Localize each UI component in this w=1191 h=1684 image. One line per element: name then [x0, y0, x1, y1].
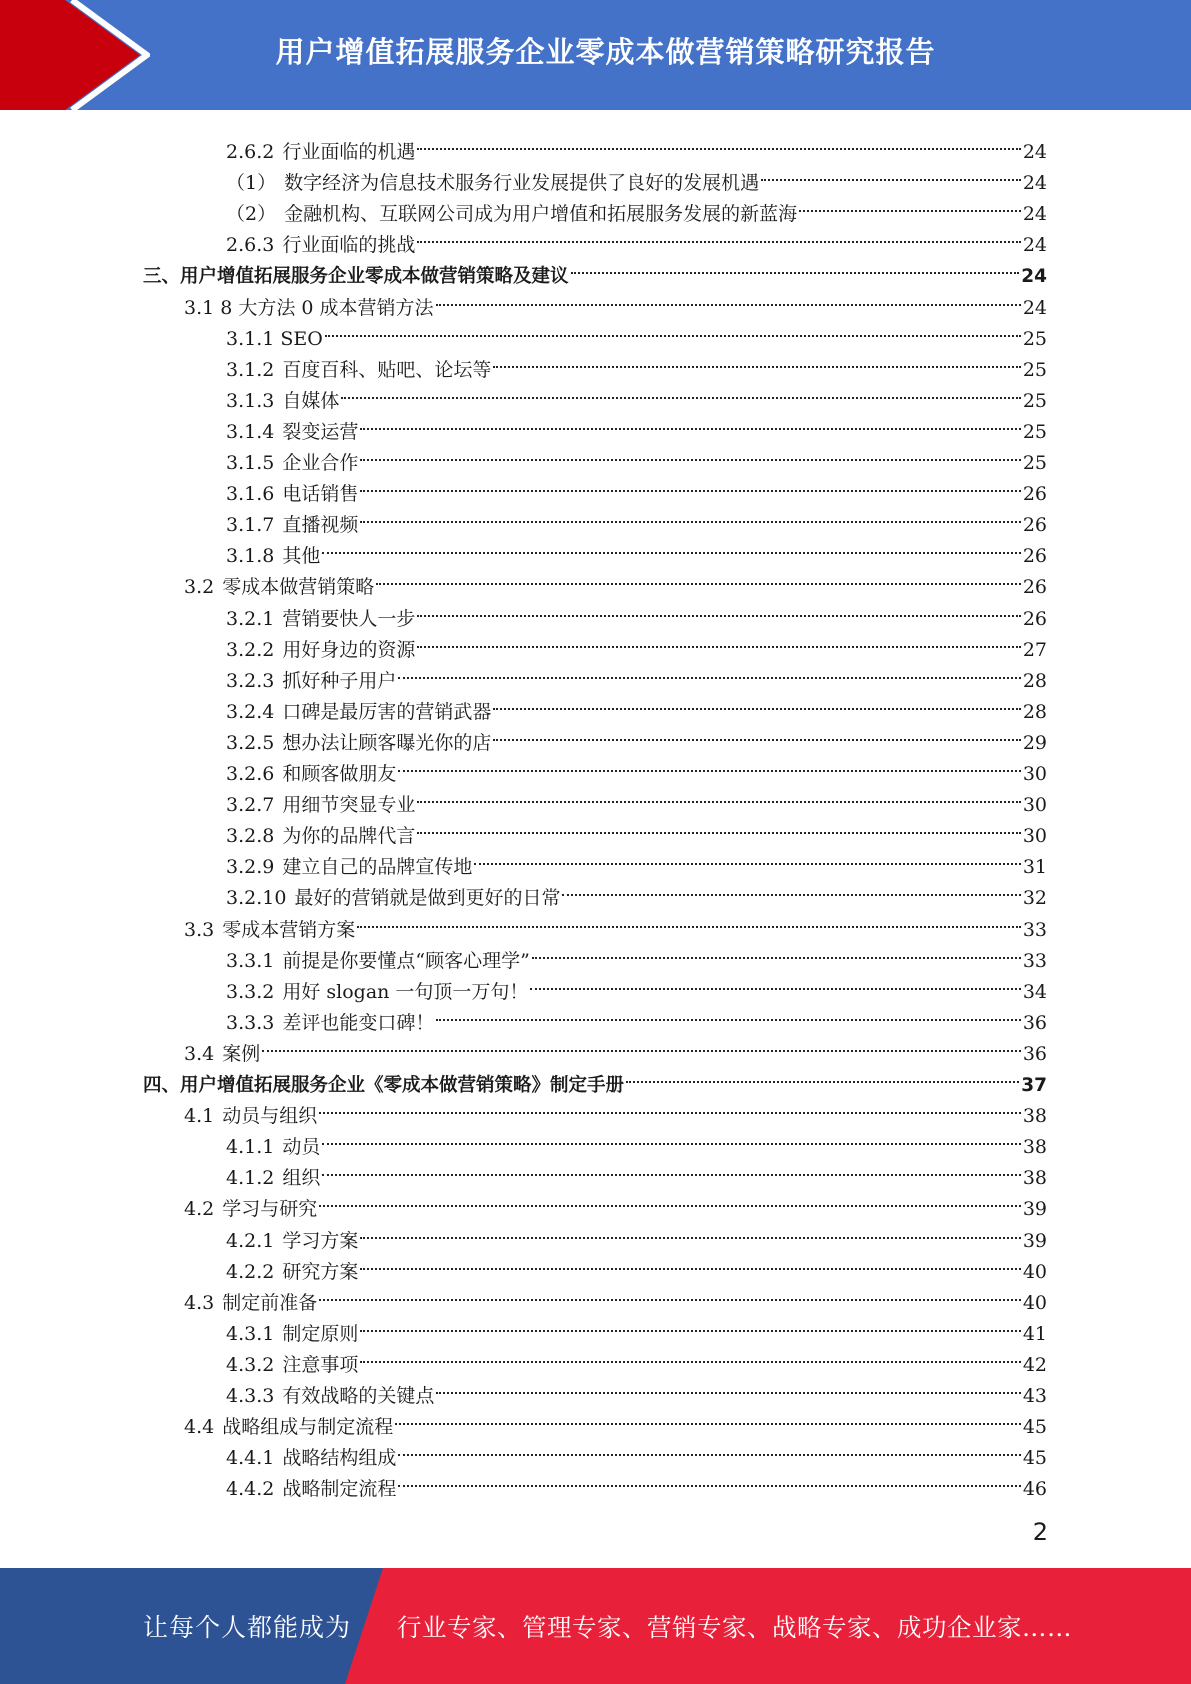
toc-dot-leader [398, 656, 1020, 687]
toc-entry-title: 研究方案 [282, 1261, 359, 1283]
toc-entry-number: 3.1.4 [226, 421, 275, 443]
toc-entry-number: 4.2.2 [226, 1261, 275, 1283]
toc-entry-title: 战略组成与制定流程 [222, 1416, 394, 1438]
toc-entry-page: 42 [1022, 1354, 1047, 1376]
toc-entry-title: 为你的品牌代言 [282, 825, 416, 847]
toc-dot-leader [360, 469, 1020, 500]
toc-entry-number: 4.1.1 [226, 1136, 275, 1158]
toc-entry-title: 制定原则 [282, 1323, 359, 1345]
toc-dot-leader [376, 562, 1021, 593]
toc-entry-page: 26 [1022, 545, 1047, 567]
toc-entry[interactable] [226, 407, 1047, 443]
toc-entry[interactable] [226, 158, 1047, 194]
toc-entry-number: 4.4 [184, 1416, 215, 1438]
toc-entry-page: 24 [1022, 203, 1047, 225]
toc-dot-leader [322, 1122, 1020, 1153]
toc-entry-title: 3.1 8 大方法 0 成本营销方法 [184, 297, 434, 319]
toc-entry[interactable] [184, 1402, 1047, 1438]
toc-entry-page: 24 [1022, 234, 1047, 256]
toc-entry-page: 38 [1022, 1105, 1047, 1127]
toc-dot-leader [761, 158, 1021, 189]
toc-entry-title: 百度百科、贴吧、论坛等 [282, 359, 492, 381]
toc-dot-leader [474, 842, 1020, 873]
toc-entry-title: 其他 [282, 545, 321, 567]
toc-entry[interactable] [226, 811, 1047, 847]
toc-entry-page: 30 [1022, 825, 1047, 847]
toc-entry-page: 41 [1022, 1323, 1047, 1345]
toc-entry-page: 40 [1022, 1261, 1047, 1283]
toc-dot-leader [562, 873, 1020, 904]
toc-entry[interactable] [226, 936, 1047, 972]
toc-entry-number: 3.3.1 [226, 950, 275, 972]
toc-entry-title: 四、用户增值拓展服务企业《零成本做营销策略》制定手册 [143, 1075, 625, 1096]
toc-entry[interactable] [226, 500, 1047, 536]
toc-entry-page: 25 [1022, 421, 1047, 443]
toc-entry[interactable] [226, 1247, 1047, 1283]
toc-entry-title: 有效战略的关键点 [282, 1385, 435, 1407]
toc-entry-number: 4.4.1 [226, 1447, 275, 1469]
toc-entry-page: 40 [1022, 1292, 1047, 1314]
report-title: 用户增值拓展服务企业零成本做营销策略研究报告 [275, 34, 936, 69]
toc-entry-title: 案例 [222, 1043, 261, 1065]
toc-entry-number: 4.3.3 [226, 1385, 275, 1407]
toc-entry-title: 裂变运营 [282, 421, 359, 443]
toc-entry-page: 38 [1022, 1136, 1047, 1158]
toc-entry-page: 28 [1022, 701, 1047, 723]
toc-entry-page: 25 [1022, 452, 1047, 474]
toc-entry-number: 3.3.2 [226, 981, 275, 1003]
toc-entry[interactable] [226, 314, 1047, 350]
toc-entry-number: 4.4.2 [226, 1478, 275, 1500]
toc-entry-number: 3.2.3 [226, 670, 275, 692]
toc-entry-page: 43 [1022, 1385, 1047, 1407]
toc-entry[interactable] [226, 531, 1047, 567]
toc-entry[interactable] [226, 1340, 1047, 1376]
toc-entry-number: 3.4 [184, 1043, 215, 1065]
toc-dot-leader [436, 283, 1021, 314]
toc-entry-page: 24 [1021, 266, 1047, 287]
toc-entry-number: 3.2.9 [226, 856, 275, 878]
toc-dot-leader [322, 531, 1020, 562]
toc-entry-number: 4.3 [184, 1292, 215, 1314]
toc-entry-title: 差评也能变口碑！ [282, 1012, 435, 1034]
toc-entry[interactable] [226, 127, 1047, 163]
toc-entry-page: 37 [1021, 1075, 1047, 1096]
toc-entry[interactable] [226, 469, 1047, 505]
toc-entry-number: 3.2.8 [226, 825, 275, 847]
toc-entry[interactable] [226, 376, 1047, 412]
toc-entry[interactable] [143, 1060, 1047, 1096]
toc-entry-title: 制定前准备 [222, 1292, 318, 1314]
toc-entry-number: 3.1.6 [226, 483, 275, 505]
toc-entry-number: （1） [226, 172, 277, 194]
toc-dot-leader [417, 220, 1020, 251]
toc-entry-page: 26 [1022, 483, 1047, 505]
toc-entry[interactable] [226, 1464, 1047, 1500]
toc-dot-leader [360, 438, 1020, 469]
toc-dot-leader [360, 500, 1020, 531]
toc-dot-leader [398, 749, 1020, 780]
toc-entry[interactable] [226, 1153, 1047, 1189]
toc-entry-page: 24 [1022, 297, 1047, 319]
toc-entry[interactable] [226, 656, 1047, 692]
toc-entry-number: 4.1.2 [226, 1167, 275, 1189]
toc-dot-leader [417, 811, 1020, 842]
toc-entry-page: 45 [1022, 1447, 1047, 1469]
toc-dot-leader [360, 407, 1020, 438]
page-header [0, 0, 1191, 110]
toc-entry[interactable] [226, 220, 1047, 256]
toc-entry-number: 3.1.8 [226, 545, 275, 567]
toc-entry[interactable] [226, 1433, 1047, 1469]
toc-dot-leader [360, 1216, 1020, 1247]
toc-entry-title: 用细节突显专业 [282, 794, 416, 816]
toc-dot-leader [417, 594, 1020, 625]
toc-entry-number: 3.2.7 [226, 794, 275, 816]
toc-entry[interactable] [226, 873, 1047, 909]
toc-entry[interactable] [226, 749, 1047, 785]
toc-dot-leader [395, 1402, 1021, 1433]
footer-slogan-right: 行业专家、管理专家、营销专家、战略专家、成功企业家…… [397, 1612, 1072, 1642]
toc-dot-leader [322, 1153, 1020, 1184]
toc-entry-page: 24 [1022, 172, 1047, 194]
toc-entry[interactable] [226, 842, 1047, 878]
toc-entry-title: 直播视频 [282, 514, 359, 536]
toc-entry-title: 前提是你要懂点“顾客心理学” [282, 950, 530, 972]
toc-entry-number: 2.6.3 [226, 234, 275, 256]
toc-entry-title: 用好身边的资源 [282, 639, 416, 661]
toc-entry-number: 4.1 [184, 1105, 215, 1127]
toc-entry[interactable] [226, 967, 1047, 1003]
toc-entry-title: 动员与组织 [222, 1105, 318, 1127]
toc-entry-title: 战略结构组成 [282, 1447, 397, 1469]
toc-dot-leader [626, 1060, 1019, 1091]
toc-entry-title: 建立自己的品牌宣传地 [282, 856, 473, 878]
toc-entry-page: 34 [1022, 981, 1047, 1003]
toc-entry-page: 24 [1022, 141, 1047, 163]
toc-entry-page: 26 [1022, 576, 1047, 598]
toc-entry[interactable] [226, 594, 1047, 630]
toc-dot-leader [799, 189, 1021, 220]
toc-entry-title: 行业面临的挑战 [282, 234, 416, 256]
toc-entry-title: 金融机构、互联网公司成为用户增值和拓展服务发展的新蓝海 [284, 203, 798, 225]
toc-entry-title: 企业合作 [282, 452, 359, 474]
toc-entry[interactable] [226, 345, 1047, 381]
toc-dot-leader [319, 1184, 1021, 1215]
toc-entry-number: 4.2.1 [226, 1230, 275, 1252]
toc-dot-leader [398, 1433, 1020, 1464]
toc-entry-page: 30 [1022, 763, 1047, 785]
toc-entry-number: 3.2.10 [226, 887, 287, 909]
toc-entry-title: 行业面临的机遇 [282, 141, 416, 163]
toc-dot-leader [530, 967, 1020, 998]
toc-entry[interactable] [226, 1216, 1047, 1252]
toc-entry[interactable] [226, 189, 1047, 225]
toc-entry-page: 31 [1022, 856, 1047, 878]
toc-entry-title: 营销要快人一步 [282, 608, 416, 630]
toc-dot-leader [417, 127, 1020, 158]
toc-entry-title: 注意事项 [282, 1354, 359, 1376]
toc-entry[interactable] [226, 438, 1047, 474]
toc-entry-number: 3.2.2 [226, 639, 275, 661]
toc-entry-number: 3.2.6 [226, 763, 275, 785]
toc-entry-title: 组织 [282, 1167, 321, 1189]
toc-dot-leader [360, 1247, 1020, 1278]
toc-entry-page: 32 [1022, 887, 1047, 909]
toc-dot-leader [417, 780, 1020, 811]
toc-entry-number: 3.1.5 [226, 452, 275, 474]
toc-entry-title: 抓好种子用户 [282, 670, 397, 692]
toc-entry[interactable] [184, 1029, 1047, 1065]
toc-dot-leader [398, 1464, 1020, 1495]
toc-dot-leader [493, 345, 1020, 376]
toc-dot-leader [417, 625, 1020, 656]
toc-entry-number: 3.3.3 [226, 1012, 275, 1034]
toc-entry-number: 3.1.2 [226, 359, 275, 381]
toc-entry-number: 3.2 [184, 576, 215, 598]
toc-entry-page: 30 [1022, 794, 1047, 816]
toc-entry[interactable] [184, 283, 1047, 319]
toc-entry-number: 3.3 [184, 919, 215, 941]
toc-entry[interactable] [143, 251, 1047, 287]
toc-entry-page: 46 [1022, 1478, 1047, 1500]
toc-dot-leader [532, 936, 1021, 967]
toc-entry-number: 3.2.5 [226, 732, 275, 754]
toc-entry[interactable] [184, 1184, 1047, 1220]
toc-entry-number: 2.6.2 [226, 141, 275, 163]
toc-entry-title: 战略制定流程 [282, 1478, 397, 1500]
toc-dot-leader [493, 687, 1020, 718]
toc-entry[interactable] [184, 1278, 1047, 1314]
toc-entry-title: 电话销售 [282, 483, 359, 505]
toc-entry-title: 三、用户增值拓展服务企业零成本做营销策略及建议 [143, 266, 569, 287]
toc-entry-title: 用好 slogan 一句顶一万句！ [282, 981, 529, 1003]
toc-entry-page: 39 [1022, 1230, 1047, 1252]
toc-entry-page: 25 [1022, 359, 1047, 381]
toc-entry[interactable] [226, 1371, 1047, 1407]
toc-entry-page: 29 [1022, 732, 1047, 754]
toc-entry[interactable] [226, 687, 1047, 723]
toc-dot-leader [436, 1371, 1020, 1402]
toc-entry-title: 最好的营销就是做到更好的日常 [294, 887, 561, 909]
toc-entry-page: 25 [1022, 328, 1047, 350]
toc-dot-leader [360, 1309, 1020, 1340]
toc-entry[interactable] [184, 562, 1047, 598]
toc-entry-title: 零成本营销方案 [222, 919, 356, 941]
toc-entry-number: 4.2 [184, 1198, 215, 1220]
toc-entry-title: 数字经济为信息技术服务行业发展提供了良好的发展机遇 [284, 172, 760, 194]
toc-entry-title: 想办法让顾客曝光你的店 [282, 732, 492, 754]
toc-entry-page: 33 [1022, 950, 1047, 972]
toc-entry-page: 36 [1022, 1012, 1047, 1034]
toc-entry-page: 26 [1022, 608, 1047, 630]
toc-dot-leader [325, 314, 1021, 345]
toc-entry-number: 3.1.3 [226, 390, 275, 412]
toc-entry-number: 3.2.4 [226, 701, 275, 723]
toc-entry-page: 39 [1022, 1198, 1047, 1220]
toc-entry-number: 3.1.7 [226, 514, 275, 536]
toc-dot-leader [262, 1029, 1021, 1060]
toc-entry-page: 25 [1022, 390, 1047, 412]
toc-dot-leader [571, 251, 1020, 282]
toc-entry[interactable] [226, 1309, 1047, 1345]
toc-entry-page: 27 [1022, 639, 1047, 661]
toc-dot-leader [357, 905, 1021, 936]
toc-entry-title: 自媒体 [282, 390, 340, 412]
toc-entry[interactable] [226, 625, 1047, 661]
toc-entry-title: 3.1.1 SEO [226, 328, 323, 350]
toc-entry[interactable] [226, 718, 1047, 754]
toc-entry[interactable] [184, 905, 1047, 941]
toc-entry-title: 学习方案 [282, 1230, 359, 1252]
footer-slogan-left: 让每个人都能成为 [143, 1613, 352, 1642]
toc-dot-leader [360, 1340, 1020, 1371]
toc-entry-page: 38 [1022, 1167, 1047, 1189]
toc-entry-page: 36 [1022, 1043, 1047, 1065]
toc-entry-title: 和顾客做朋友 [282, 763, 397, 785]
page-footer [0, 1568, 1191, 1684]
toc-entry-page: 26 [1022, 514, 1047, 536]
toc-entry[interactable] [226, 780, 1047, 816]
page-number: 2 [1032, 1518, 1048, 1546]
toc-dot-leader [341, 376, 1020, 407]
toc-entry-title: 学习与研究 [222, 1198, 318, 1220]
toc-dot-leader [436, 998, 1020, 1029]
toc-entry-title: 口碑是最厉害的营销武器 [282, 701, 492, 723]
toc-entry-page: 28 [1022, 670, 1047, 692]
toc-entry-page: 33 [1022, 919, 1047, 941]
toc-entry[interactable] [226, 998, 1047, 1034]
toc-entry-number: 4.3.1 [226, 1323, 275, 1345]
toc-entry-number: （2） [226, 203, 277, 225]
toc-dot-leader [319, 1278, 1021, 1309]
toc-dot-leader [319, 1091, 1021, 1122]
toc-entry[interactable] [184, 1091, 1047, 1127]
toc-dot-leader [493, 718, 1020, 749]
toc-entry-number: 3.2.1 [226, 608, 275, 630]
toc-entry-page: 45 [1022, 1416, 1047, 1438]
toc-entry-number: 4.3.2 [226, 1354, 275, 1376]
toc-entry-title: 零成本做营销策略 [222, 576, 375, 598]
toc-entry-title: 动员 [282, 1136, 321, 1158]
toc-entry[interactable] [226, 1122, 1047, 1158]
header-chevron-decoration [0, 0, 150, 110]
